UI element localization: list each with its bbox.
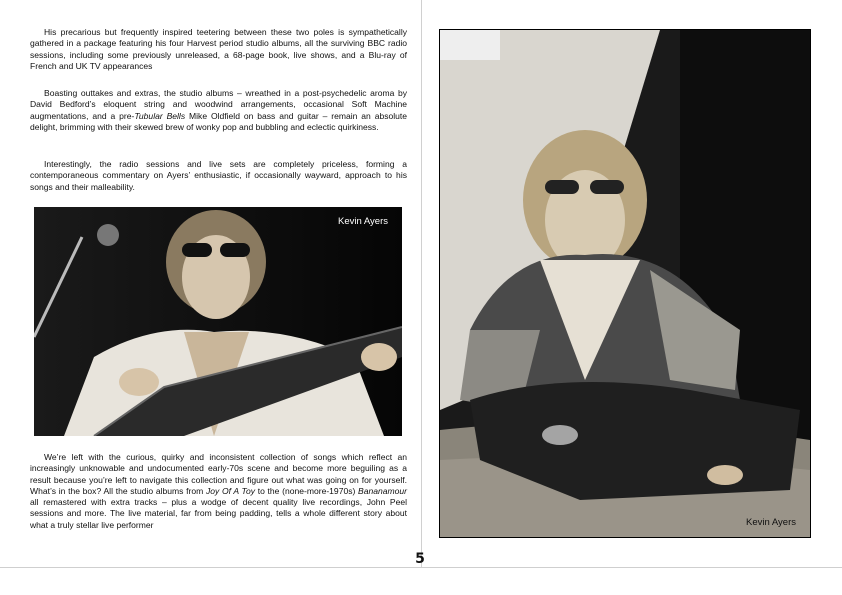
album-title-italic: Tubular Bells: [134, 110, 186, 121]
article-paragraph-2: [30, 88, 407, 133]
paragraph-text: to the (none-more-1970s): [254, 485, 359, 496]
paragraph-text: Interestingly, the radio sessions and live sets are completely priceless, forming a contemporaneous commentary on Ayers’ enthusiastic, if occasionally wayward, approach to his songs and their malleability.: [30, 159, 407, 192]
paragraph-text: Mike Oldfield on bass and guitar – remain an absolute delight, brimming with their skewed brew of wonky pop and bubbling and eclectic quirkiness.: [30, 110, 408, 132]
article-paragraph-1: [30, 27, 407, 72]
paragraph-text: all remastered with extra tracks – plus a wodge of decent quality live recordings, John Peel sessions and more. The live material, far from being padding, tells a whole different story about what a truly stellar live performer: [30, 497, 407, 530]
page-footer-rule: [0, 567, 842, 568]
album-title-italic: Joy Of A Toy: [205, 485, 255, 496]
photo-caption: Kevin Ayers: [338, 216, 388, 227]
article-paragraph-3: [30, 159, 407, 193]
article-paragraph-4: [30, 452, 407, 531]
kevin-ayers-guitar-photo: [34, 207, 402, 436]
album-title-italic: Bananamour: [358, 485, 407, 496]
photo-caption: Kevin Ayers: [746, 517, 796, 528]
page-number: 5: [415, 551, 425, 567]
photo-illustration: [440, 30, 810, 537]
photo-illustration: [34, 207, 402, 436]
paragraph-text: Boasting outtakes and extras, the studio albums – wreathed in a post-psychedelic aroma by David Bedford’s eloquent string and woodwind arrangements, occasional Soft Machine augmentations, and a pre-: [30, 88, 407, 121]
kevin-ayers-seated-photo: [439, 29, 811, 538]
paragraph-text: We’re left with the curious, quirky and inconsistent collection of songs which reflect an increasingly unknowable and undocumented early-70s scene and become more beguiling as a result because you’re left to navigate this collection and figure out what was going on for yourself. What’s in the box? All the studio albums from: [30, 452, 407, 496]
paragraph-text: His precarious but frequently inspired teetering between these two poles is sympathetically gathered in a package featuring his four Harvest period studio albums, all the surviving BBC radio sessions, including some previously unreleased, a 68-page book, live shows, and a Blu-ray of French and UK TV appearances: [30, 27, 407, 71]
